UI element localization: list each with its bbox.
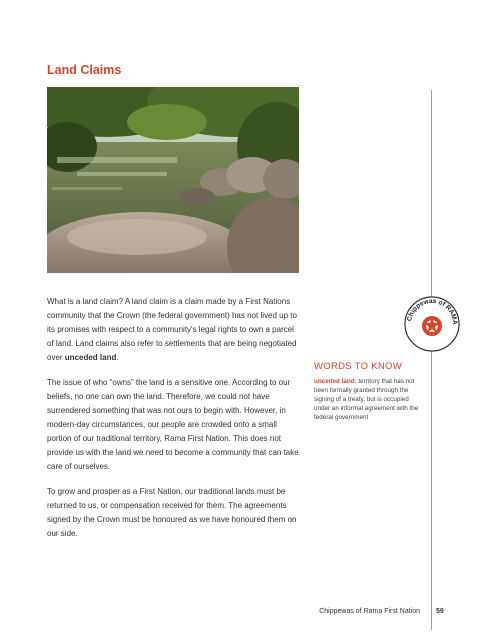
definition-text: territory that has not been formally granted through the signing of a treaty, but is occupied under an informal agreement with the federal government bbox=[314, 378, 419, 421]
paragraph-ownership: The issue of who “owns” the land is a sensitive one. According to our beliefs, no one can own the land. Therefore, we could not have surrendered something that was not ours to begin with. However, in modern-day circumstances, our people are crowded onto a small portion of our traditional territory, Rama First Nation. This does not provide us with the land we need to become a community that can take care of ourselves. bbox=[47, 378, 299, 471]
paragraph-land-claim bbox=[47, 295, 299, 365]
unceded-land-term: unceded land bbox=[64, 353, 117, 362]
riverbank-photo bbox=[47, 87, 299, 273]
seal-text-left: Chippewas of bbox=[406, 297, 447, 322]
rama-first-nation-seal bbox=[403, 295, 461, 353]
seal-text-right bbox=[403, 295, 406, 297]
words-to-know-heading: WORDS TO KNOW bbox=[314, 361, 402, 372]
footer-source: Chippewas of Rama First Nation bbox=[319, 608, 420, 615]
words-to-know-definition bbox=[314, 377, 426, 422]
body-text bbox=[47, 295, 299, 552]
words-to-know-box bbox=[314, 361, 426, 422]
paragraph-text: What is a land claim? A land claim is a claim made by a First Nations community that the Crown (the federal government) has not lived up to its promises with respect to a community's legal rights to own a parcel of land. Land claims also refer to settlements that are being negotiated over bbox=[47, 297, 297, 362]
margin-rule bbox=[431, 90, 432, 630]
paragraph-grow-prosper: To grow and prosper as a First Nation, our traditional lands must be returned to us, or compensation received for them. The agreements signed by the Crown must be honoured as we have honoured them on our side. bbox=[47, 487, 297, 538]
page-title: Land Claims bbox=[47, 63, 122, 77]
seal-text-top: RAMA bbox=[443, 303, 459, 325]
paragraph-tail: . bbox=[116, 353, 119, 362]
definition-term: unceded land: bbox=[314, 378, 357, 385]
page-number: 59 bbox=[436, 608, 444, 615]
